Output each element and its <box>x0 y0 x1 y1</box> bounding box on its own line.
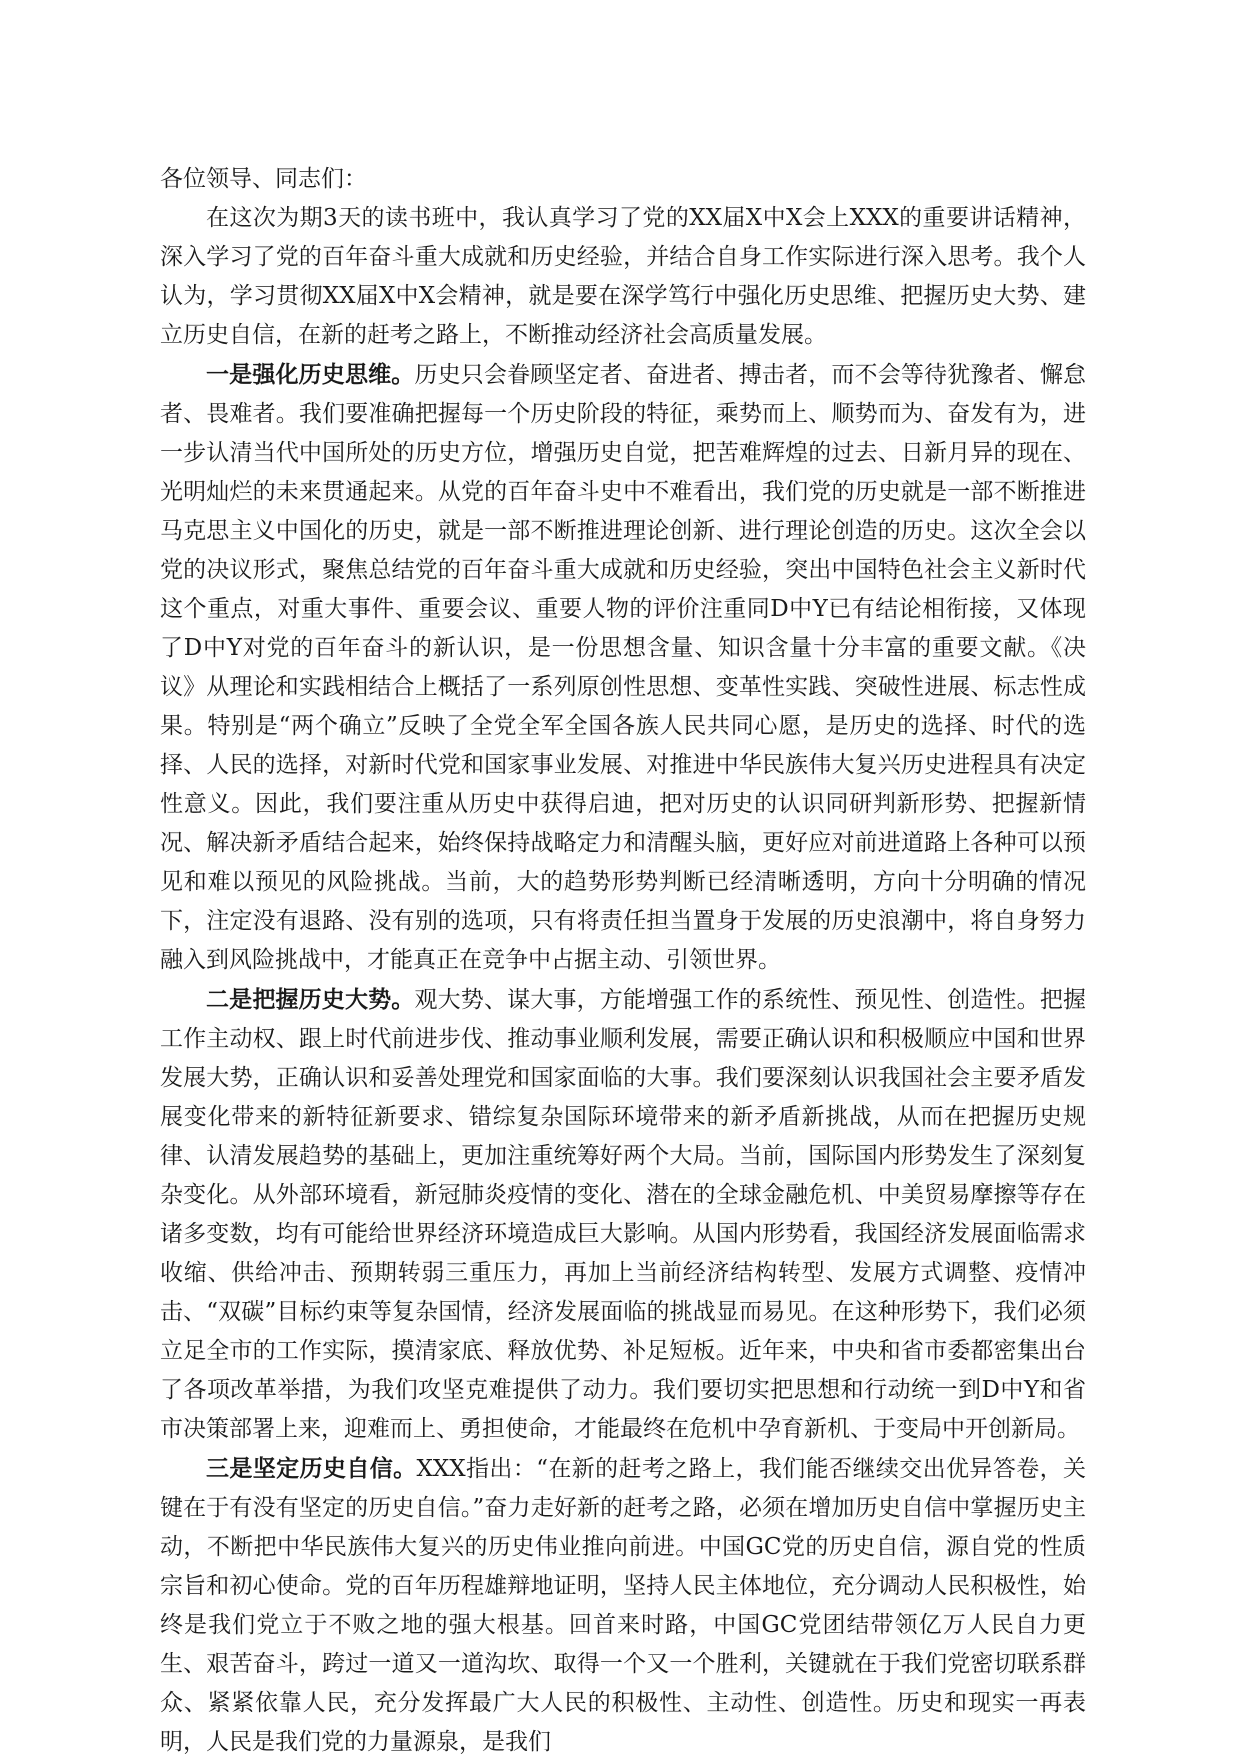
section-1-heading: 一是强化历史思维。 <box>206 361 415 388</box>
section-2-body: 观大势、谋大事，方能增强工作的系统性、预见性、创造性。把握工作主动权、跟上时代前进步伐、推动事业顺利发展，需要正确认识和积极顺应中国和世界发展大势，正确认识和妥善处理党和国家面临的大事。我们要深刻认识我国社会主要矛盾发展变化带来的新特征新要求、错综复杂国际环境带来的新矛盾新挑战，从而在把握历史规律、认清发展趋势的基础上，更加注重统筹好两个大局。当前，国际国内形势发生了深刻复杂变化。从外部环境看，新冠肺炎疫情的变化、潜在的全球金融危机、中美贸易摩擦等存在诸多变数，均有可能给世界经济环境造成巨大影响。从国内形势看，我国经济发展面临需求收缩、供给冲击、预期转弱三重压力，再加上当前经济结构转型、发展方式调整、疫情冲击、“双碳”目标约束等复杂国情，经济发展面临的挑战显而易见。在这种形势下，我们必须立足全市的工作实际，摸清家底、释放优势、补足短板。近年来，中央和省市委都密集出台了各项改革举措，为我们攻坚克难提供了动力。我们要切实把思想和行动统一到D中Y和省市决策部署上来，迎难而上、勇担使命，才能最终在危机中孕育新机、于变局中开创新局。 <box>160 987 1087 1442</box>
salutation: 各位领导、同志们： <box>160 166 367 192</box>
section-2-heading: 二是把握历史大势。 <box>206 986 415 1013</box>
document-page <box>160 160 1086 1762</box>
section-1-paragraph <box>160 355 1086 980</box>
section-2-paragraph <box>160 980 1086 1449</box>
intro-paragraph: 在这次为期3天的读书班中，我认真学习了党的XX届X中X会上XXX的重要讲话精神，深入学习了党的百年奋斗重大成就和历史经验，并结合自身工作实际进行深入思考。我个人认为，学习贯彻XX届X中X会精神，就是要在深学笃行中强化历史思维、把握历史大势、建立历史自信，在新的赶考之路上，不断推动经济社会高质量发展。 <box>160 205 1086 348</box>
section-3-paragraph <box>160 1449 1086 1762</box>
section-3-heading: 三是坚定历史自信。 <box>206 1455 417 1482</box>
section-1-body: 历史只会眷顾坚定者、奋进者、搏击者，而不会等待犹豫者、懈怠者、畏难者。我们要准确把握每一个历史阶段的特征，乘势而上、顺势而为、奋发有为，进一步认清当代中国所处的历史方位，增强历史自觉，把苦难辉煌的过去、日新月异的现在、光明灿烂的未来贯通起来。从党的百年奋斗史中不难看出，我们党的历史就是一部不断推进马克思主义中国化的历史，就是一部不断推进理论创新、进行理论创造的历史。这次全会以党的决议形式，聚焦总结党的百年奋斗重大成就和历史经验，突出中国特色社会主义新时代这个重点，对重大事件、重要会议、重要人物的评价注重同D中Y已有结论相衔接，又体现了D中Y对党的百年奋斗的新认识，是一份思想含量、知识含量十分丰富的重要文献。《决议》从理论和实践相结合上概括了一系列原创性思想、变革性实践、突破性进展、标志性成果。特别是“两个确立”反映了全党全军全国各族人民共同心愿，是历史的选择、时代的选择、人民的选择，对新时代党和国家事业发展、对推进中华民族伟大复兴历史进程具有决定性意义。因此，我们要注重从历史中获得启迪，把对历史的认识同研判新形势、把握新情况、解决新矛盾结合起来，始终保持战略定力和清醒头脑，更好应对前进道路上各种可以预见和难以预见的风险挑战。当前，大的趋势形势判断已经清晰透明，方向十分明确的情况下，注定没有退路、没有别的选项，只有将责任担当置身于发展的历史浪潮中，将自身努力融入到风险挑战中，才能真正在竞争中占据主动、引领世界。 <box>160 362 1087 973</box>
section-3-body: XXX指出：“在新的赶考之路上，我们能否继续交出优异答卷，关键在于有没有坚定的历史自信。”奋力走好新的赶考之路，必须在增加历史自信中掌握历史主动，不断把中华民族伟大复兴的历史伟业推向前进。中国GC党的历史自信，源自党的性质宗旨和初心使命。党的百年历程雄辩地证明，坚持人民主体地位，充分调动人民积极性，始终是我们党立于不败之地的强大根基。回首来时路，中国GC党团结带领亿万人民自力更生、艰苦奋斗，跨过一道又一道沟坎、取得一个又一个胜利，关键就在于我们党密切联系群众、紧紧依靠人民，充分发挥最广大人民的积极性、主动性、创造性。历史和现实一再表明，人民是我们党的力量源泉，是我们 <box>160 1456 1086 1755</box>
